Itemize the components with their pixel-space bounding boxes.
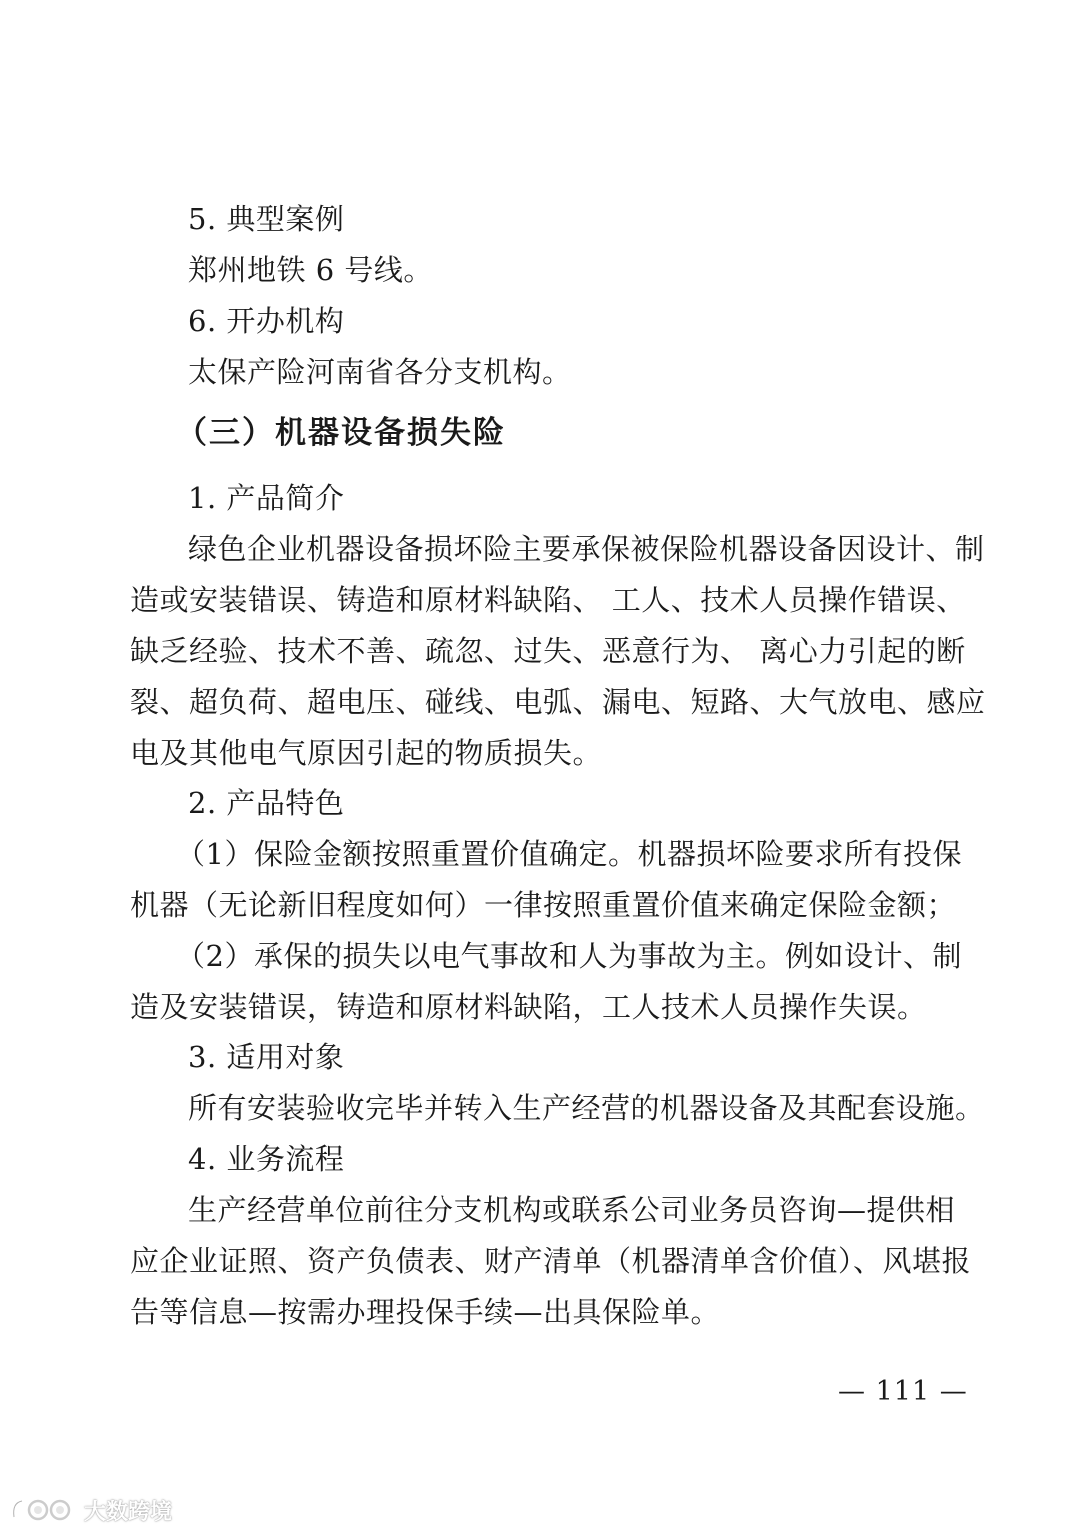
paragraph-line: 裂、超负荷、超电压、碰线、电弧、漏电、短路、大气放电、感应 <box>130 685 986 719</box>
list-item-features-heading: 2. 产品特色 <box>188 786 345 820</box>
paragraph-line: 电及其他电气原因引起的物质损失。 <box>130 736 603 770</box>
paragraph-line: 机器（无论新旧程度如何）一律按照重置价值来确定保险金额； <box>130 888 957 922</box>
page-number: — 111 — <box>838 1376 968 1407</box>
paragraph-line: 生产经营单位前往分支机构或联系公司业务员咨询—提供相 <box>188 1193 956 1227</box>
section-heading: （三）机器设备损失险 <box>176 415 506 451</box>
paragraph-line: （2）承保的损失以电气事故和人为事故为主。例如设计、制 <box>176 939 962 973</box>
list-item-product-intro-heading: 1. 产品简介 <box>188 481 345 515</box>
paragraph-line: 绿色企业机器设备损坏险主要承保被保险机器设备因设计、制 <box>188 532 985 566</box>
institutions-text: 太保产险河南省各分支机构。 <box>188 355 572 389</box>
list-item-target-heading: 3. 适用对象 <box>188 1040 345 1074</box>
paragraph-line: 造或安装错误、铸造和原材料缺陷、 工人、技术人员操作错误、 <box>130 583 966 617</box>
paragraph-line: 缺乏经验、技术不善、疏忽、过失、恶意行为、 离心力引起的断 <box>130 634 966 668</box>
watermark-logo-icon <box>8 1495 80 1525</box>
paragraph-line: 造及安装错误，铸造和原材料缺陷，工人技术人员操作失误。 <box>130 990 927 1024</box>
list-item-institutions-heading: 6. 开办机构 <box>188 304 345 338</box>
watermark-text: 大数跨境 <box>84 1499 173 1525</box>
paragraph-line: 告等信息—按需办理投保手续—出具保险单。 <box>130 1295 721 1329</box>
list-item-typical-case-heading: 5. 典型案例 <box>188 202 345 236</box>
typical-case-text: 郑州地铁 6 号线。 <box>188 253 433 287</box>
paragraph-line: 应企业证照、资产负债表、财产清单（机器清单含价值）、风堪报 <box>130 1244 972 1278</box>
paragraph-line: （1）保险金额按照重置价值确定。机器损坏险要求所有投保 <box>176 837 962 871</box>
watermark <box>8 1493 172 1527</box>
paragraph-line: 所有安装验收完毕并转入生产经营的机器设备及其配套设施。 <box>188 1091 985 1125</box>
list-item-process-heading: 4. 业务流程 <box>188 1142 345 1176</box>
